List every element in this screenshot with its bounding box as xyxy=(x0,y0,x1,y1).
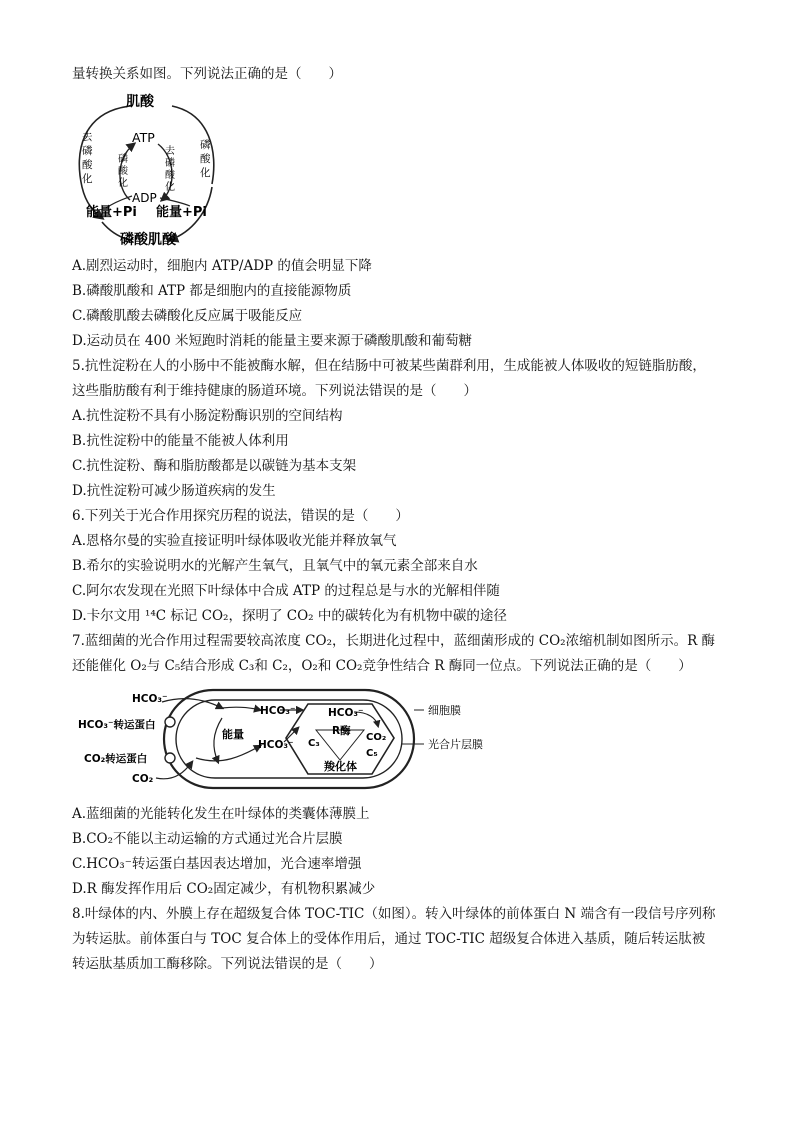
label-co2-inner: CO₂ xyxy=(366,732,387,743)
q7-option-c: C.HCO₃⁻转运蛋白基因表达增加，光合速率增强 xyxy=(72,856,362,872)
cyanobacteria-co2-diagram xyxy=(72,686,502,794)
label-co2-transporter: CO₂转运蛋白 xyxy=(84,753,148,765)
q7-option-a: A.蓝细菌的光能转化发生在叶绿体的类囊体薄膜上 xyxy=(72,806,370,822)
q7-option-b: B.CO₂不能以主动运输的方式通过光合片层膜 xyxy=(72,831,343,847)
q6-stem: 6.下列关于光合作用探究历程的说法，错误的是（ ） xyxy=(72,508,409,524)
q4-intro: 量转换关系如图。下列说法正确的是（ ） xyxy=(72,66,342,82)
hco3-to-lamella-arrow xyxy=(222,707,260,710)
q4-option-d: D.运动员在 400 米短跑时消耗的能量主要来源于磷酸肌酸和葡萄糖 xyxy=(72,333,472,349)
q7-stem-line-2: 还能催化 O₂与 C₅结合形成 C₃和 C₂，O₂和 CO₂竞争性结合 R 酶同一位点。下列说法正确的是（ ） xyxy=(72,658,692,674)
label-hco3-mid-top: HCO₃⁻ xyxy=(260,705,296,717)
q6-option-c: C.阿尔农发现在光照下叶绿体中合成 ATP 的过程总是与水的光解相伴随 xyxy=(72,583,500,599)
outer-left-1: 去 xyxy=(82,131,93,143)
q5-option-c: C.抗性淀粉、酶和脂肪酸都是以碳链为基本支架 xyxy=(72,458,357,474)
outer-left-3: 酸 xyxy=(82,159,93,171)
inner-right-2: 磷 xyxy=(165,158,175,169)
label-cell-membrane: 细胞膜 xyxy=(428,704,461,717)
inner-left-1: 磷 xyxy=(118,154,128,165)
q8-stem-line-3: 转运肽基质加工酶移除。下列说法错误的是（ ） xyxy=(72,956,383,972)
label-r-enzyme: R酶 xyxy=(332,725,351,737)
q4-option-b: B.磷酸肌酸和 ATP 都是细胞内的直接能源物质 xyxy=(72,283,352,299)
q4-option-a: A.剧烈运动时，细胞内 ATP/ADP 的值会明显下降 xyxy=(72,258,372,274)
label-hco3-mid-bottom: HCO₃⁻ xyxy=(258,739,294,751)
inner-left-2: 酸 xyxy=(118,166,128,177)
q5-option-b: B.抗性淀粉中的能量不能被人体利用 xyxy=(72,433,289,449)
q5-stem-line-2: 这些脂肪酸有利于维持健康的肠道环境。下列说法错误的是（ ） xyxy=(72,383,477,399)
hco3-transporter-shape xyxy=(165,717,175,727)
label-phosphocreatine: 磷酸肌酸 xyxy=(120,232,176,248)
label-energy-right: 能量+Pi xyxy=(156,205,207,220)
label-co2-out: CO₂ xyxy=(132,773,154,785)
q5-stem-line-1: 5.抗性淀粉在人的小肠中不能被酶水解，但在结肠中可被某些菌群利用，生成能被人体吸收的短链脂肪酸， xyxy=(72,358,706,374)
label-c3: C₃ xyxy=(308,738,320,749)
label-hco3-transporter: HCO₃⁻转运蛋白 xyxy=(78,719,156,731)
q6-option-a: A.恩格尔曼的实验直接证明叶绿体吸收光能并释放氧气 xyxy=(72,533,397,549)
label-carboxysome: 羧化体 xyxy=(324,760,357,773)
q5-option-d: D.抗性淀粉可减少肠道疾病的发生 xyxy=(72,483,276,499)
q8-stem-line-1: 8.叶绿体的内、外膜上存在超级复合体 TOC-TIC（如图）。转入叶绿体的前体蛋白 N 端含有一段信号序列称 xyxy=(72,906,716,922)
outer-right-1: 磷 xyxy=(200,139,211,151)
inner-right-1: 去 xyxy=(165,146,175,157)
q6-option-d: D.卡尔文用 ¹⁴C 标记 CO₂，探明了 CO₂ 中的碳转化为有机物中碳的途径 xyxy=(72,608,507,624)
label-creatine: 肌酸 xyxy=(126,94,154,110)
q7-stem-line-1: 7.蓝细菌的光合作用过程需要较高浓度 CO₂，长期进化过程中，蓝细菌形成的 CO₂浓缩机制如图所示。R 酶 xyxy=(72,633,716,649)
q8-stem-line-2: 为转运肽。前体蛋白与 TOC 复合体上的受体作用后，通过 TOC-TIC 超级复合体进入基质，随后转运肽被 xyxy=(72,931,706,947)
label-lamella-membrane: 光合片层膜 xyxy=(428,738,483,751)
q6-option-b: B.希尔的实验说明水的光解产生氧气，且氧气中的氧元素全部来自水 xyxy=(72,558,478,574)
label-adp: ADP xyxy=(132,191,157,205)
energy-arrow xyxy=(214,718,222,762)
label-atp: ATP xyxy=(132,130,155,145)
label-c5: C₅ xyxy=(366,748,378,759)
inner-left-3: 化 xyxy=(118,178,128,189)
q4-option-c: C.磷酸肌酸去磷酸化反应属于吸能反应 xyxy=(72,308,303,324)
label-hco3-inner: HCO₃⁻ xyxy=(328,707,364,719)
inner-right-4: 化 xyxy=(165,182,175,193)
outer-right-3: 化 xyxy=(200,167,211,179)
outer-left-2: 磷 xyxy=(82,145,93,157)
q7-option-d: D.R 酶发挥作用后 CO₂固定减少，有机物积累减少 xyxy=(72,881,376,897)
label-energy: 能量 xyxy=(222,728,244,741)
co2-transporter-shape xyxy=(165,753,175,763)
creatine-atp-diagram xyxy=(72,92,222,250)
label-hco3-out: HCO₃⁻ xyxy=(132,693,168,705)
inner-right-3: 酸 xyxy=(165,170,175,181)
outer-left-4: 化 xyxy=(82,173,93,185)
q5-option-a: A.抗性淀粉不具有小肠淀粉酶识别的空间结构 xyxy=(72,408,343,424)
outer-right-2: 酸 xyxy=(200,153,211,165)
co2-to-hco3-arrow xyxy=(196,746,260,761)
label-energy-left: 能量+Pi xyxy=(86,205,137,220)
